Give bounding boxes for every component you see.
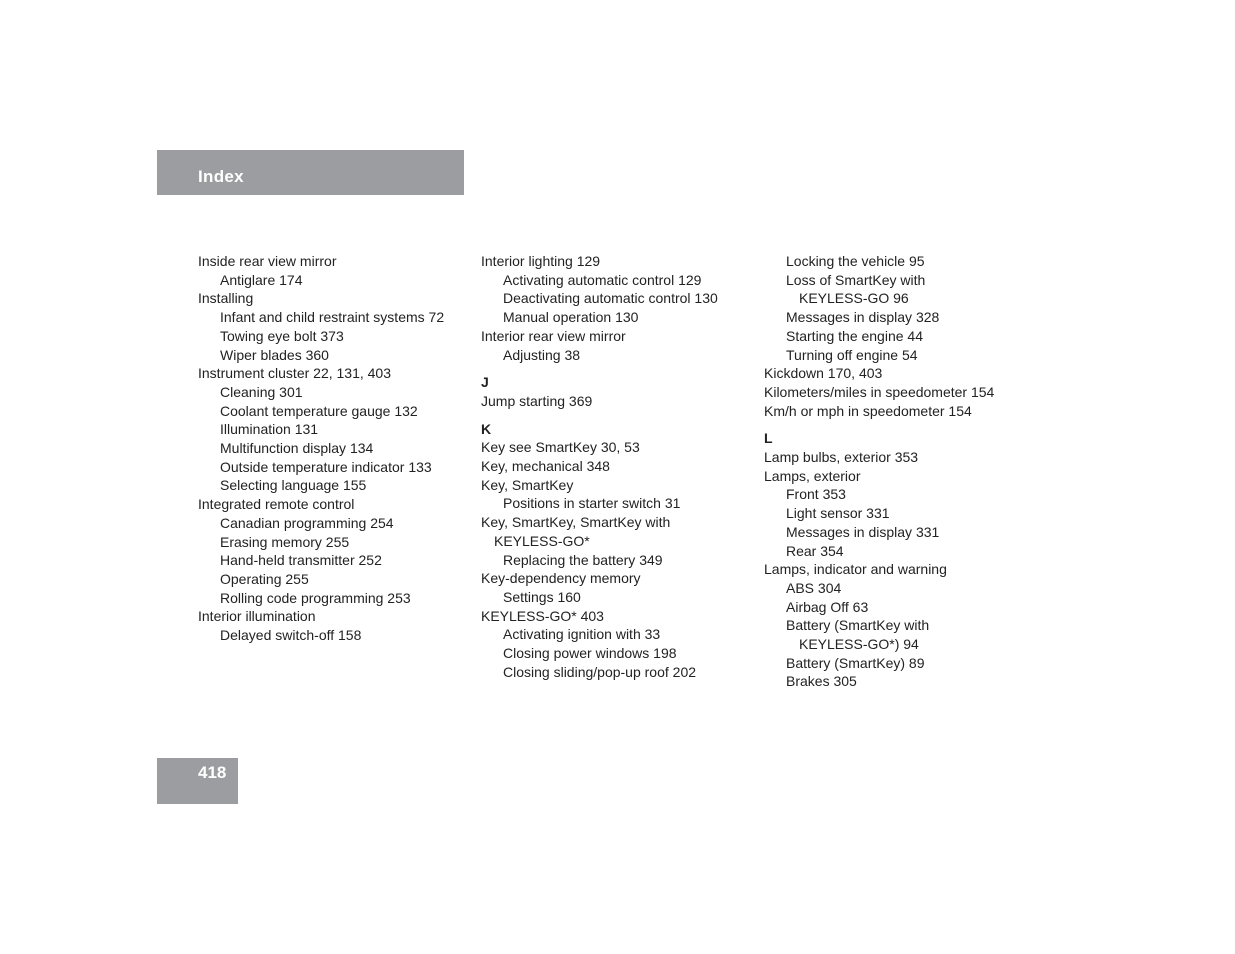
index-subentry: Operating 255 [220, 570, 309, 587]
index-subentry: Manual operation 130 [503, 309, 639, 326]
index-subentry: Starting the engine 44 [786, 327, 923, 344]
index-entry: Key, SmartKey, SmartKey with [481, 514, 671, 531]
index-entry: Lamps, exterior [764, 467, 861, 484]
index-column-3 [764, 252, 1034, 691]
index-entry: Lamps, indicator and warning [764, 561, 947, 578]
index-subentry: Loss of SmartKey with [786, 271, 926, 288]
index-entry: Inside rear view mirror [198, 253, 337, 269]
index-header-bar [157, 150, 464, 195]
index-subentry: Delayed switch-off 158 [220, 627, 362, 644]
index-subentry: Light sensor 331 [786, 505, 890, 522]
index-subentry: Selecting language 155 [220, 477, 367, 494]
index-subentry: Illumination 131 [220, 421, 319, 438]
index-entry: Interior rear view mirror [481, 327, 626, 344]
index-subentry: Airbag Off 63 [786, 598, 869, 615]
index-entry: Jump starting 369 [481, 392, 593, 409]
index-subentry: Activating automatic control 129 [503, 271, 702, 288]
index-subentry: Erasing memory 255 [220, 533, 350, 550]
index-subentry: Wiper blades 360 [220, 346, 329, 363]
index-entry: Key, mechanical 348 [481, 458, 610, 475]
index-subentry: Canadian programming 254 [220, 514, 394, 531]
page-title: Index [198, 167, 244, 186]
index-entry-continuation: KEYLESS-GO* [494, 532, 590, 549]
index-subentry: Multifunction display 134 [220, 440, 374, 457]
index-subentry: Antiglare 174 [220, 271, 303, 288]
index-subentry: ABS 304 [786, 579, 842, 596]
index-subentry: Front 353 [786, 486, 846, 503]
index-subentry: Cleaning 301 [220, 383, 303, 400]
index-entry: Installing [198, 290, 254, 307]
index-subentry: Infant and child restraint systems 72 [220, 309, 445, 326]
index-subentry: Battery (SmartKey) 89 [786, 654, 925, 671]
index-entry: Lamp bulbs, exterior 353 [764, 449, 919, 466]
index-entry: Kickdown 170, 403 [764, 365, 883, 382]
index-subentry: Rolling code programming 253 [220, 589, 411, 606]
index-entry: Integrated remote control [198, 496, 355, 513]
index-entry: KEYLESS-GO* 403 [481, 607, 604, 624]
index-subentry: Adjusting 38 [503, 346, 581, 363]
index-subentry: Messages in display 331 [786, 523, 940, 540]
index-entry: Instrument cluster 22, 131, 403 [198, 365, 391, 382]
index-entry: Key-dependency memory [481, 570, 641, 587]
index-entry: Kilometers/miles in speedometer 154 [764, 383, 995, 400]
index-letter-heading: K [481, 420, 492, 437]
index-letter-heading: J [481, 374, 489, 391]
index-subentry: Closing power windows 198 [503, 645, 677, 662]
index-subentry: Settings 160 [503, 588, 581, 605]
index-subentry: Turning off engine 54 [786, 346, 918, 363]
index-subentry: Coolant temperature gauge 132 [220, 402, 418, 419]
index-subentry-continuation: KEYLESS-GO 96 [799, 290, 909, 307]
index-subentry: Hand-held transmitter 252 [220, 552, 382, 569]
index-subentry: Brakes 305 [786, 673, 857, 690]
index-subentry: Messages in display 328 [786, 309, 940, 326]
index-subentry: Towing eye bolt 373 [220, 327, 344, 344]
index-subentry: Locking the vehicle 95 [786, 253, 925, 269]
index-entry: Key see SmartKey 30, 53 [481, 439, 640, 456]
index-subentry: Activating ignition with 33 [503, 626, 661, 643]
index-subentry: Deactivating automatic control 130 [503, 290, 718, 307]
index-entry: Key, SmartKey [481, 476, 574, 493]
index-subentry: Replacing the battery 349 [503, 551, 663, 568]
index-subentry-continuation: KEYLESS-GO*) 94 [799, 636, 919, 653]
index-entry: Interior lighting 129 [481, 253, 601, 269]
page-number-box [157, 758, 238, 804]
index-subentry: Rear 354 [786, 542, 844, 559]
index-entry: Km/h or mph in speedometer 154 [764, 402, 972, 419]
index-column-2 [481, 252, 751, 681]
index-subentry: Outside temperature indicator 133 [220, 458, 432, 475]
index-column-1 [198, 252, 468, 645]
index-subentry: Battery (SmartKey with [786, 617, 930, 634]
index-entry: Interior illumination [198, 608, 316, 625]
index-subentry: Closing sliding/pop-up roof 202 [503, 663, 697, 680]
index-subentry: Positions in starter switch 31 [503, 495, 681, 512]
index-letter-heading: L [764, 430, 773, 447]
page-number: 418 [198, 763, 227, 782]
